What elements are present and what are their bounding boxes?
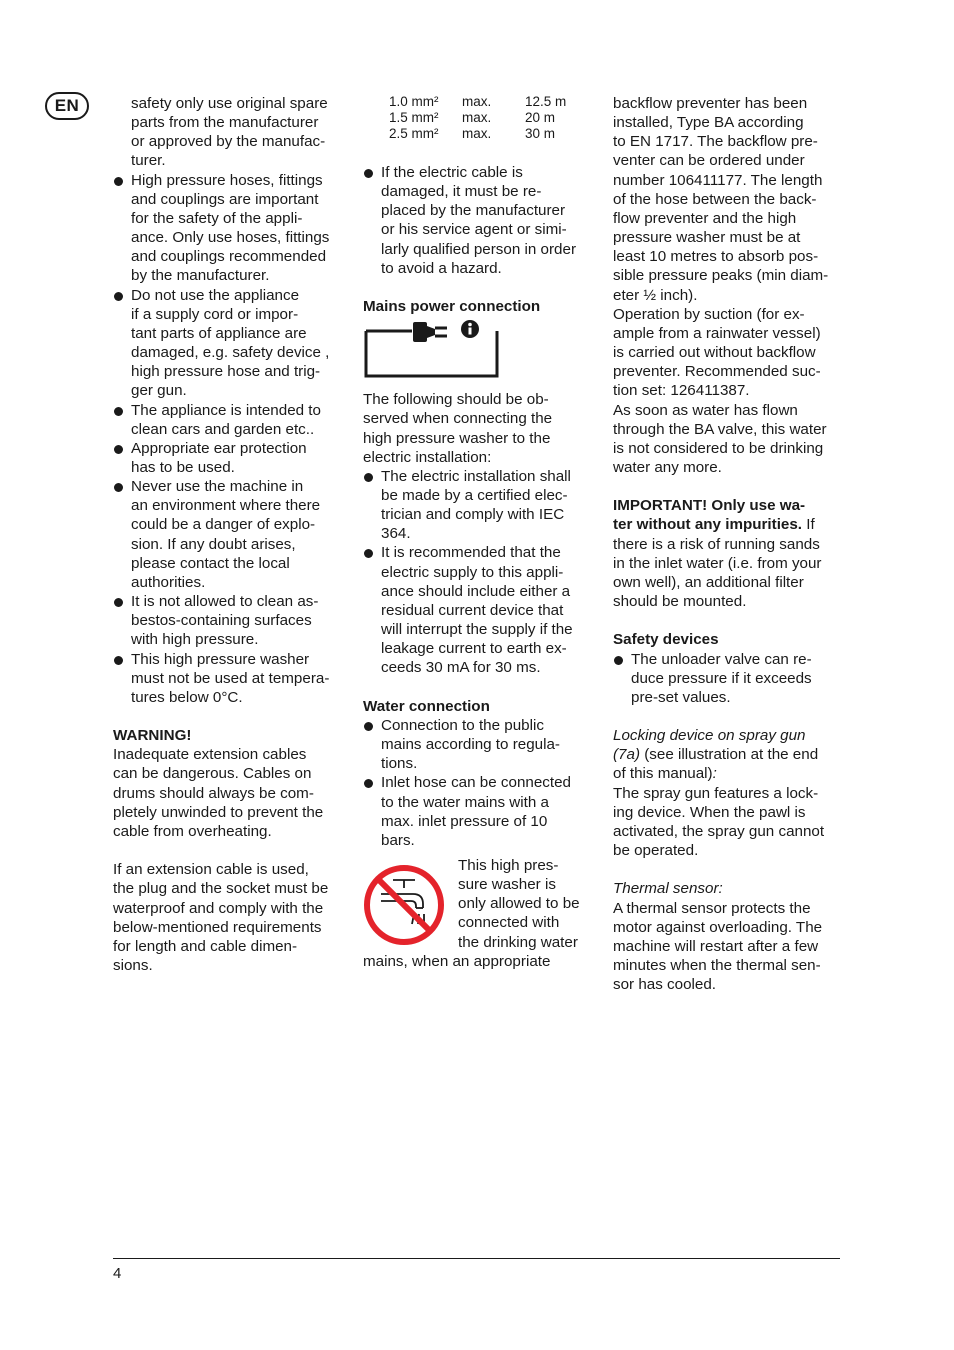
text-line: high pressure washer to the [363, 429, 551, 447]
text-line: own well), an additional filter [613, 573, 804, 591]
thermal-sensor-section [613, 879, 845, 994]
text-line: The spray gun features a lock- [613, 784, 819, 802]
table-row [389, 94, 566, 110]
text-line: pre-set values. [631, 688, 731, 706]
bullet-damaged-cable [363, 163, 595, 278]
text-line: This high pressure washer [131, 650, 310, 668]
text-line: residual current device that [381, 601, 564, 619]
text-line: This high pres- [458, 856, 559, 874]
important-heading: ter without any impurities. [613, 516, 803, 534]
text-line: mains, when an appropriate [363, 952, 551, 970]
safety-devices-heading: Safety devices [613, 631, 719, 649]
text-line: activated, the spray gun cannot [613, 822, 825, 840]
text-line: flow preventer and the high [613, 209, 797, 227]
warning-heading: WARNING! [113, 727, 192, 745]
table-cell: max. [462, 110, 492, 125]
text-line: can be dangerous. Cables on [113, 765, 312, 783]
cable-length-table [389, 94, 566, 142]
text-line: If an extension cable is used, [113, 861, 309, 879]
text-line: Operation by suction (for ex- [613, 305, 805, 323]
text-line: 364. [381, 525, 411, 543]
bullet-explosion [113, 477, 345, 592]
text-line: be operated. [613, 842, 699, 860]
text-line: Do not use the appliance [131, 286, 300, 304]
text-line: damaged, it must be re- [381, 183, 542, 201]
text-line: served when connecting the [363, 410, 553, 428]
text-line: sible pressure peaks (min diam- [613, 267, 829, 285]
bullet-residual-current [363, 543, 595, 677]
text-line: minutes when the thermal sen- [613, 956, 821, 974]
column-1 [113, 94, 345, 975]
bullet-unloader-valve [613, 650, 845, 707]
text-line: through the BA valve, this water [613, 420, 827, 438]
text-line: sion. If any doubt arises, [131, 535, 296, 553]
text-line: pletely unwinded to prevent the [113, 803, 324, 821]
text-line: drums should always be com- [113, 784, 314, 802]
text-line: leakage current to earth ex- [381, 640, 567, 658]
table-cell: 1.0 mm² [389, 94, 439, 109]
table-cell: 20 m [525, 110, 556, 125]
text-line: to avoid a hazard. [381, 259, 502, 277]
text-line: bars. [381, 831, 415, 849]
text-line: Appropriate ear protection [131, 439, 307, 457]
text-line: ceeds 30 mA for 30 ms. [381, 659, 541, 677]
text-line: water any more. [613, 458, 722, 476]
no-drinking-water-icon [363, 864, 445, 946]
column-3 [613, 94, 845, 994]
text-line: placed by the manufacturer [381, 202, 566, 220]
text-line: waterproof and comply with the [113, 899, 324, 917]
text-line: tant parts of appliance are [131, 324, 307, 342]
text-line: tures below 0°C. [131, 688, 243, 706]
locking-device-heading: Locking device on spray gun [613, 727, 806, 745]
water-heading: Water connection [363, 697, 490, 715]
column-2 [363, 94, 595, 971]
text-line: electric supply to this appli- [381, 563, 564, 581]
text-line: an environment where there [131, 497, 321, 515]
text-line: if a supply cord or impor- [131, 305, 299, 323]
important-heading: IMPORTANT! Only use wa- [613, 497, 806, 515]
spare-parts-continuation [113, 94, 345, 171]
text-line: bestos-containing surfaces [131, 612, 312, 630]
important-notice [613, 496, 845, 611]
text-line: number 106411177. The length [613, 171, 823, 189]
backflow-text [613, 94, 845, 305]
bullet-intended-use [113, 401, 345, 439]
text-line: clean cars and garden etc.. [131, 420, 315, 438]
bullet-electric-installation [363, 467, 595, 544]
text-line: authorities. [131, 573, 206, 591]
text-line: backflow preventer has been [613, 95, 808, 112]
drinking-water-notice [363, 856, 595, 971]
warning-text [113, 745, 345, 841]
bullet-inlet-hose [363, 773, 595, 850]
text-line: must not be used at tempera- [131, 669, 330, 687]
mains-plug-info-icon [363, 320, 503, 382]
text-line: ance should include either a [381, 582, 571, 600]
bullet-public-mains [363, 716, 595, 773]
text-line: or his service agent or simi- [381, 221, 567, 239]
text-fragment: of this manual) [613, 765, 713, 783]
text-line: duce pressure if it exceeds [631, 669, 812, 687]
table-cell: max. [462, 126, 492, 141]
text-line: damaged, e.g. safety device , [131, 344, 330, 362]
text-line: As soon as water has flown [613, 401, 798, 419]
text-line: trician and comply with IEC [381, 506, 565, 524]
text-line: the plug and the socket must be [113, 880, 329, 898]
text-line: The unloader valve can re- [631, 650, 812, 668]
text-line: motor against overloading. The [613, 918, 823, 936]
text-line: please contact the local [131, 554, 290, 572]
text-line: preventer. Recommended suc- [613, 363, 821, 381]
text-line: electric installation: [363, 448, 492, 466]
text-line: turer. [131, 152, 166, 170]
text-line: high pressure hose and trig- [131, 363, 321, 381]
text-line: max. inlet pressure of 10 [381, 812, 548, 830]
ba-valve-text [613, 401, 845, 478]
text-line: should be mounted. [613, 593, 747, 611]
mains-heading: Mains power connection [363, 298, 541, 316]
text-line: sions. [113, 957, 153, 974]
table-row [389, 126, 566, 142]
bullet-ear-protection [113, 439, 345, 477]
text-line: will interrupt the supply if the [381, 621, 573, 639]
extension-cable-text [113, 860, 345, 975]
text-line: machine will restart after a few [613, 937, 819, 955]
text-line: venter can be ordered under [613, 152, 805, 170]
text-line: sure washer is [458, 876, 556, 894]
text-line: sor has cooled. [613, 976, 716, 994]
text-line: to the water mains with a [381, 793, 549, 811]
text-line: for length and cable dimen- [113, 937, 298, 955]
table-cell: 12.5 m [525, 94, 567, 109]
text-line: there is a risk of running sands [613, 535, 820, 553]
text-line: below-mentioned requirements [113, 918, 322, 936]
text-fragment: If [802, 516, 815, 534]
table-cell: 2.5 mm² [389, 126, 439, 141]
text-line: or approved by the manufac- [131, 133, 326, 151]
text-line: in the inlet water (i.e. from your [613, 554, 822, 572]
table-cell: 1.5 mm² [389, 110, 439, 125]
text-line: ance. Only use hoses, fittings [131, 229, 330, 247]
text-line: tions. [381, 755, 418, 773]
text-line: parts from the manufacturer [131, 114, 319, 132]
table-cell: 30 m [525, 126, 556, 141]
text-line: of the hose between the back- [613, 190, 817, 208]
text-line: High pressure hoses, fittings [131, 171, 323, 189]
text-line: A thermal sensor protects the [613, 899, 811, 917]
figure-reference: (7a) [613, 746, 641, 764]
text-line: only allowed to be [458, 895, 580, 913]
bullet-temperature [113, 650, 345, 707]
text-line: to EN 1717. The backflow pre- [613, 133, 818, 151]
text-line: Inlet hose can be connected [381, 774, 571, 792]
text-line: The following should be ob- [363, 391, 549, 409]
text-line: ger gun. [131, 382, 187, 400]
text-line: could be a danger of explo- [131, 516, 316, 534]
text-line: and couplings are important [131, 190, 319, 208]
text-line: installed, Type BA according [613, 114, 804, 132]
text-line: cable from overheating. [113, 822, 272, 840]
text-line: ample from a rainwater vessel) [613, 324, 821, 342]
thermal-sensor-heading: Thermal sensor: [613, 880, 723, 898]
text-line: tion set: 126411387. [613, 382, 750, 400]
text-line: larly qualified person in order [381, 240, 577, 258]
text-line: and couplings recommended [131, 248, 327, 266]
text-line: has to be used. [131, 458, 235, 476]
text-line: The appliance is intended to [131, 401, 321, 419]
text-line: pressure washer must be at [613, 229, 801, 247]
text-line: is carried out without backflow [613, 344, 816, 362]
bullet-asbestos [113, 592, 345, 649]
text-line: least 10 metres to absorb pos- [613, 248, 819, 266]
mains-intro-text [363, 390, 595, 467]
table-row [389, 110, 566, 126]
text-line: It is recommended that the [381, 544, 561, 562]
text-line: eter ½ inch). [613, 286, 698, 304]
bullet-damaged-cord [113, 286, 345, 401]
page-number: 4 [113, 1265, 122, 1282]
bullet-hoses [113, 171, 345, 286]
text-fragment: (see illustration at the end [640, 746, 819, 764]
text-line: connected with [458, 914, 560, 932]
text-line: Never use the machine in [131, 478, 304, 496]
language-badge: EN [45, 92, 89, 120]
text-line: If the electric cable is [381, 164, 523, 181]
text-line: by the manufacturer. [131, 267, 270, 285]
footer-divider [113, 1258, 840, 1259]
text-line: ing device. When the pawl is [613, 803, 806, 821]
text-line: is not considered to be drinking [613, 439, 824, 457]
text-line: safety only use original spare [131, 95, 328, 112]
text-line: for the safety of the appli- [131, 209, 303, 227]
text-line: with high pressure. [131, 631, 259, 649]
text-line: Connection to the public [381, 716, 544, 734]
text-line: Inadequate extension cables [113, 746, 307, 764]
text-line: It is not allowed to clean as- [131, 593, 319, 611]
suction-text [613, 305, 845, 401]
text-line: The electric installation shall [381, 467, 571, 485]
text-line: the drinking water [458, 933, 578, 951]
locking-device-section [613, 726, 845, 860]
text-line: mains according to regula- [381, 736, 560, 754]
text-fragment: : [712, 765, 717, 783]
table-cell: max. [462, 94, 492, 109]
text-line: be made by a certified elec- [381, 487, 568, 505]
